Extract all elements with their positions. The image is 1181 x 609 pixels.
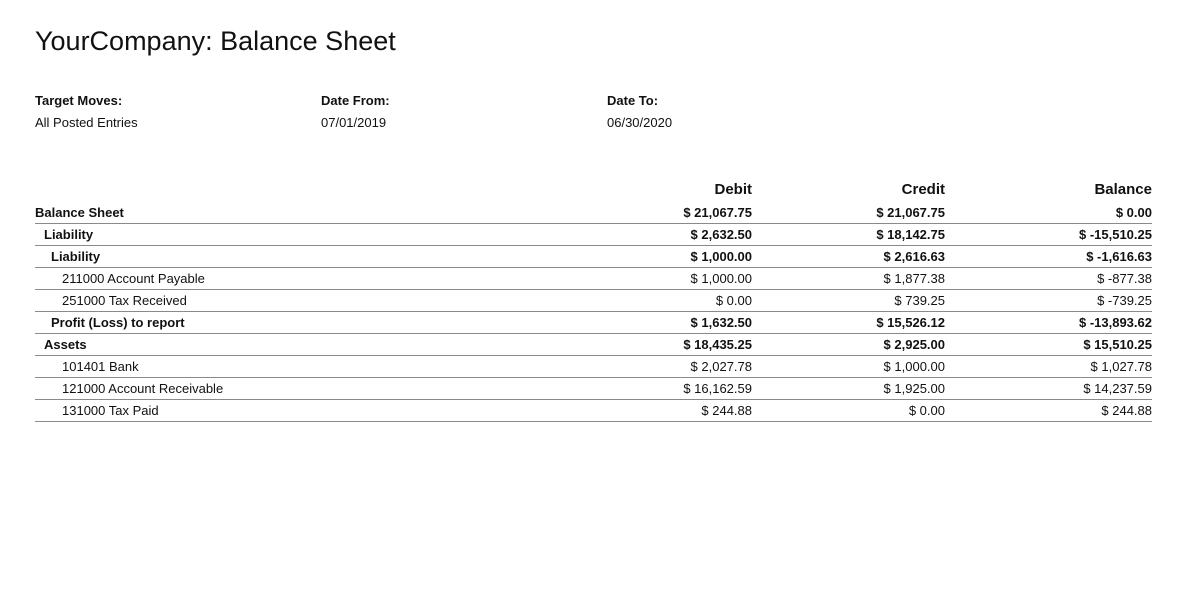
- credit-amount: $ 1,925.00: [883, 381, 945, 396]
- filter-date-to: [607, 93, 887, 131]
- credit-amount: $ 2,616.63: [883, 249, 945, 264]
- table-row[interactable]: [35, 202, 1152, 224]
- account-name[interactable]: Liability: [44, 227, 94, 242]
- account-name[interactable]: 101401 Bank: [62, 359, 139, 374]
- balance-amount: $ 244.88: [1101, 403, 1152, 418]
- balance-amount: $ -1,616.63: [1086, 249, 1152, 264]
- balance-amount: $ -15,510.25: [1078, 227, 1152, 242]
- column-header-credit: Credit: [901, 181, 945, 198]
- table-row[interactable]: [35, 246, 1152, 268]
- debit-amount: $ 1,000.00: [690, 249, 752, 264]
- table-body: [35, 202, 1152, 422]
- debit-amount: $ 16,162.59: [683, 381, 752, 396]
- account-name[interactable]: Balance Sheet: [35, 205, 124, 220]
- debit-amount: $ 21,067.75: [683, 205, 752, 220]
- filter-target-moves: [35, 93, 315, 131]
- table-row[interactable]: [35, 334, 1152, 356]
- credit-amount: $ 18,142.75: [876, 227, 945, 242]
- balance-amount: $ 1,027.78: [1090, 359, 1152, 374]
- credit-amount: $ 0.00: [908, 403, 945, 418]
- table-header: [35, 180, 1152, 202]
- credit-amount: $ 15,526.12: [876, 315, 945, 330]
- filter-value: All Posted Entries: [35, 115, 138, 130]
- balance-amount: $ 15,510.25: [1083, 337, 1152, 352]
- balance-amount: $ -739.25: [1097, 293, 1152, 308]
- debit-amount: $ 0.00: [715, 293, 752, 308]
- balance-table: [35, 180, 1152, 422]
- balance-amount: $ -13,893.62: [1078, 315, 1152, 330]
- filter-label: Target Moves:: [35, 93, 123, 108]
- account-name[interactable]: 211000 Account Payable: [62, 271, 205, 286]
- account-name[interactable]: Liability: [51, 249, 101, 264]
- filter-label: Date To:: [607, 93, 659, 108]
- column-header-balance: Balance: [1094, 181, 1152, 198]
- account-name[interactable]: Assets: [44, 337, 87, 352]
- account-name[interactable]: Profit (Loss) to report: [51, 315, 185, 330]
- filter-date-from: [321, 93, 601, 131]
- balance-amount: $ 0.00: [1115, 205, 1152, 220]
- account-name[interactable]: 251000 Tax Received: [62, 293, 187, 308]
- page-title: YourCompany: Balance Sheet: [35, 26, 396, 56]
- credit-amount: $ 21,067.75: [876, 205, 945, 220]
- table-row[interactable]: [35, 312, 1152, 334]
- table-row[interactable]: [35, 400, 1152, 422]
- account-name[interactable]: 131000 Tax Paid: [62, 403, 159, 418]
- table-row[interactable]: [35, 290, 1152, 312]
- filter-value: 06/30/2020: [607, 115, 673, 130]
- table-row[interactable]: [35, 378, 1152, 400]
- filter-label: Date From:: [321, 93, 390, 108]
- debit-amount: $ 2,632.50: [690, 227, 752, 242]
- debit-amount: $ 18,435.25: [683, 337, 752, 352]
- table-row[interactable]: [35, 356, 1152, 378]
- balance-amount: $ -877.38: [1097, 271, 1152, 286]
- credit-amount: $ 1,000.00: [883, 359, 945, 374]
- report-filters: [35, 93, 935, 133]
- balance-amount: $ 14,237.59: [1083, 381, 1152, 396]
- debit-amount: $ 1,000.00: [690, 271, 752, 286]
- credit-amount: $ 739.25: [894, 293, 945, 308]
- table-row[interactable]: [35, 224, 1152, 246]
- debit-amount: $ 2,027.78: [690, 359, 752, 374]
- table-row[interactable]: [35, 268, 1152, 290]
- credit-amount: $ 2,925.00: [883, 337, 945, 352]
- debit-amount: $ 1,632.50: [690, 315, 752, 330]
- debit-amount: $ 244.88: [701, 403, 752, 418]
- column-header-debit: Debit: [714, 181, 752, 198]
- filter-value: 07/01/2019: [321, 115, 387, 130]
- account-name[interactable]: 121000 Account Receivable: [62, 381, 224, 396]
- credit-amount: $ 1,877.38: [883, 271, 945, 286]
